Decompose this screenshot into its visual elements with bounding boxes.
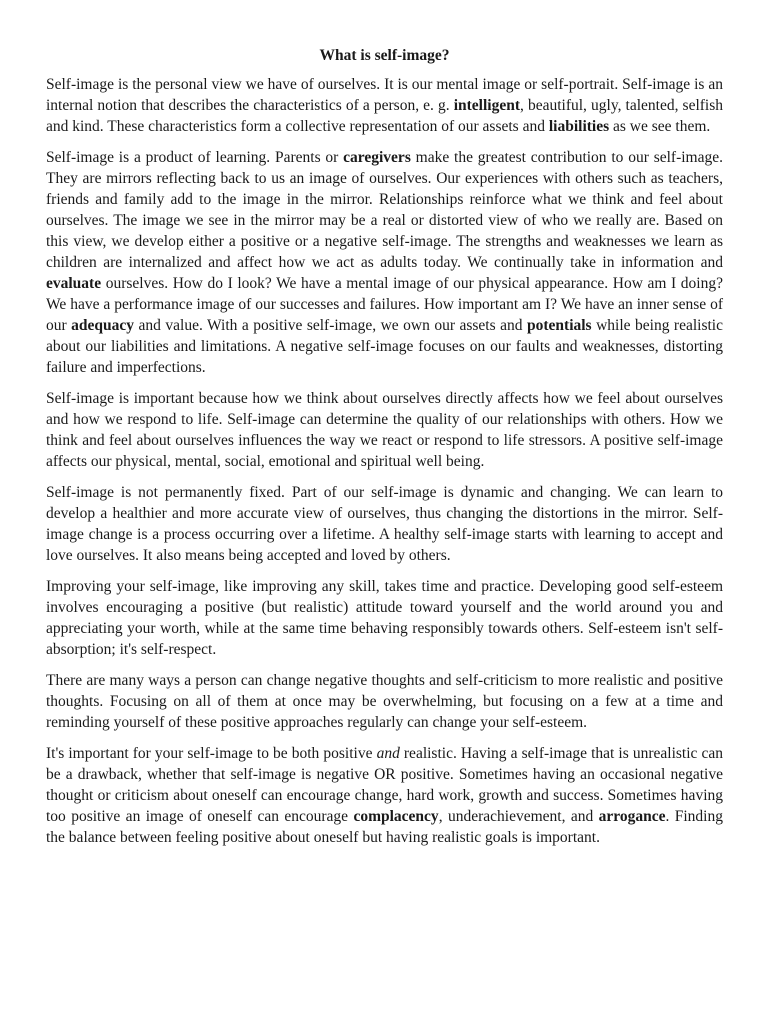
text-run: Self-image is the personal view we have of ourselves. It is our mental image or self-portrait. Self-image is an internal notion that describes the characteristics of a person, e. g. <box>46 76 723 114</box>
text-run: It's important for your self-image to be both positive <box>46 745 377 762</box>
paragraph <box>46 74 723 137</box>
paragraph <box>46 482 723 566</box>
text-run: Improving your self-image, like improving any skill, takes time and practice. Developing good self-esteem involves encouraging a positive (but realistic) attitude toward yourself and the world around you and appreciating your worth, while at the same time behaving responsibly towards others. Self-esteem isn't self-absorption; it's self-respect. <box>46 578 723 658</box>
paragraph <box>46 743 723 848</box>
text-run: There are many ways a person can change negative thoughts and self-criticism to more realistic and positive thoughts. Focusing on all of them at once may be overwhelming, but focusing on a few at a time and reminding yourself of these positive approaches regularly can change your self-esteem. <box>46 672 723 731</box>
text-run: ourselves. How do I look? We have a mental image of our physical appearance. How am I doing? We have a performance image of our successes and failures. How important am I? We have an inner sense of our <box>46 275 723 334</box>
paragraph <box>46 576 723 660</box>
page-title: What is self-image? <box>319 47 450 64</box>
paragraph <box>46 147 723 378</box>
paragraph <box>46 670 723 733</box>
bold-term: adequacy <box>71 317 135 334</box>
text-run: Self-image is important because how we think about ourselves directly affects how we feel about ourselves and how we respond to life. Self-image can determine the quality of our relationships with others. How we think and feel about ourselves influences the way we react or respond to life stressors. A positive self-image affects our physical, mental, social, emotional and spiritual well being. <box>46 390 723 470</box>
bold-term: complacency <box>353 808 439 825</box>
text-run: and value. With a positive self-image, we own our assets and <box>134 317 527 334</box>
italic-term: and <box>376 745 400 762</box>
document-body <box>46 74 723 848</box>
text-run: , beautiful, ugly, talented, selfish and kind. These characteristics form a collective representation of our assets and <box>46 97 724 135</box>
bold-term: evaluate <box>46 275 102 292</box>
bold-term: intelligent <box>453 97 521 114</box>
bold-term: liabilities <box>548 118 610 135</box>
bold-term: caregivers <box>343 149 411 166</box>
text-run: realistic. Having a self-image that is unrealistic can be a drawback, whether that self-image is negative OR positive. Sometimes having an occasional negative thought or criticism about oneself can encourage change, hard work, growth and success. Sometimes having too positive an image of oneself can encourage <box>46 745 724 825</box>
text-run: while being realistic about our liabilities and limitations. A negative self-image focuses on our faults and weaknesses, distorting failure and imperfections. <box>46 317 723 376</box>
text-run: as we see them. <box>609 118 711 135</box>
bold-term: arrogance <box>598 808 666 825</box>
bold-term: potentials <box>527 317 592 334</box>
text-run: , underachievement, and <box>438 808 599 825</box>
paragraph <box>46 388 723 472</box>
document-page <box>46 46 723 858</box>
text-run: . Finding the balance between feeling positive about oneself but having realistic goals is important. <box>46 808 723 846</box>
text-run: Self-image is a product of learning. Parents or <box>46 149 344 166</box>
text-run: make the greatest contribution to our self-image. They are mirrors reflecting back to us an image of ourselves. Our experiences with others such as teachers, friends and family add to the image in the mirror. Relationships reinforce what we think and feel about ourselves. The image we see in the mirror may be a real or distorted view of who we really are. Based on this view, we develop either a positive or a negative self-image. The strengths and weaknesses we learn as children are internalized and affect how we act as adults today. We continually take in information and <box>46 149 723 271</box>
text-run: Self-image is not permanently fixed. Part of our self-image is dynamic and changing. We can learn to develop a healthier and more accurate view of ourselves, thus changing the distortions in the mirror. Self-image change is a process occurring over a lifetime. A healthy self-image starts with learning to accept and love ourselves. It also means being accepted and loved by others. <box>46 484 723 564</box>
